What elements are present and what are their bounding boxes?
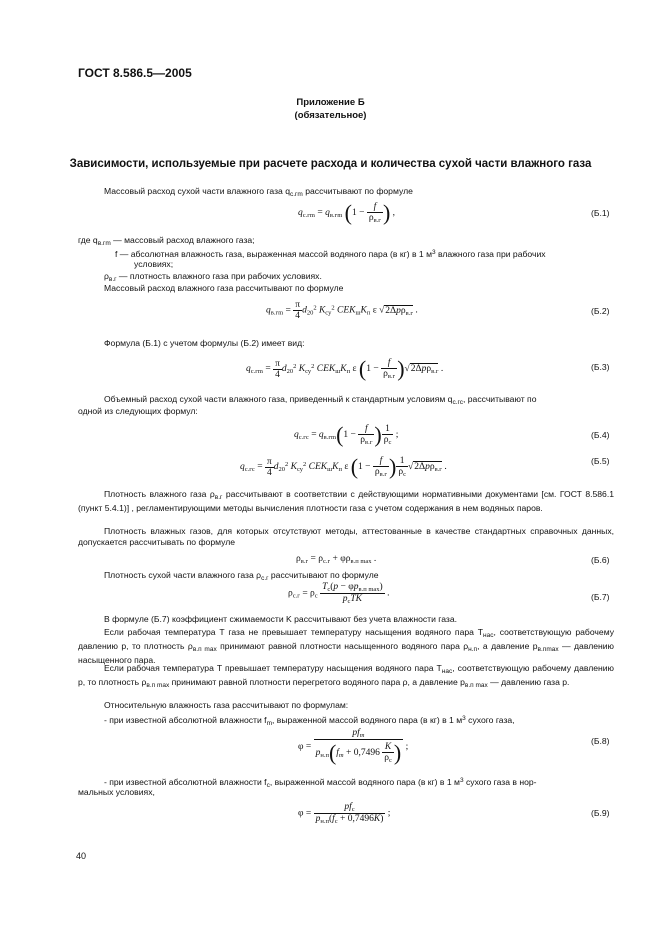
definition-f-cont: условиях;: [134, 259, 174, 269]
equation-b4: $q_{с.гс} = q_{в.гm}(1$ − $\frac{f}{\rho_{в.г}}$ ) $\frac{1}{\rho_с}$ ;: [294, 422, 399, 447]
equation-number: (Б.3): [591, 362, 610, 372]
paragraph-saturated: Если рабочая температура T газа не превышает температуру насыщения водяного пара $T_{нас}$, соответствующую рабочему давлению p, то плотность $\rho_{в.п max}$ принимают равной плотности насыщенного водяного пара $\rho_{н.п}$, а давление $p_{в.пmax}$ — давлению насыщенного пара.: [78, 627, 614, 665]
appendix-status: (обязательное): [294, 110, 367, 121]
equation-number: (Б.1): [591, 208, 610, 218]
equation-b2: $q_{в.гm}$ = $\frac{\pi}{4}$ $d_{20}^2$ $K_{су}^2$ $CEK_шK_п$ ε √2Δpρ$_{в.г}$ .: [266, 300, 418, 321]
paragraph-volume-flow: Объемный расход сухой части влажного газа, приведенный к стандартным условиям $q_{с.гс}$, рассчитывают по: [104, 394, 537, 406]
paragraph-humidity-fc: - при известной абсолютной влажности $f_c$, выраженной массой водяного пара (в кг) в 1 $м^3$ сухого газа в нор-: [104, 777, 537, 789]
paragraph-humidity-fc-cont: мальных условиях,: [78, 787, 155, 797]
paragraph-superheated: Если рабочая температура T превышает температуру насыщения водяного пара $T_{нас}$, соответствующую рабочему давлению p, то плотность $\rho_{в.п max}$ принимают равной плотности перегретого водяного пара ρ, а давление $p_{в.п max}$ — давлению газа p.: [78, 663, 614, 689]
paragraph-humidity-fm: - при известной абсолютной влажности $f_m$, выраженной массой водяного пара (в кг) в 1 $м^3$ сухого газа,: [104, 715, 515, 727]
paragraph-mass-flow-wet: Массовый расход влажного газа рассчитывают по формуле: [104, 283, 344, 293]
equation-number: (Б.8): [591, 736, 610, 746]
definition-q: где $q_{в.гm}$ — массовый расход влажного газа;: [78, 235, 255, 247]
equation-b5: $q_{с.гс}$ = $\frac{\pi}{4}$ $d_{20}^2$ $K_{су}^2$ $CEK_шK_п$ ε (1 − $\frac{f}{\rho_{в.г}}$ ) $\frac{1}{\rho_с}$ √2Δpρ$_{в.г}$ .: [240, 454, 447, 479]
document-header: ГОСТ 8.586.5—2005: [78, 66, 192, 80]
paragraph-wet-density: Плотность влажного газа $\rho_{в.г}$ рассчитывают в соответствии с действующими нормативными документами [см. ГОСТ 8.586.1 (пункт 5.4.1)] , регламентирующими методы вычисления плотности газа с учетом содержания в нем водяных паров.: [78, 489, 614, 513]
definition-f: f — абсолютная влажность газа, выраженная массой водяного пара (в кг) в 1 $м^3$ влажного газа при рабочих: [115, 249, 546, 259]
paragraph-combined: Формула (Б.1) с учетом формулы (Б.2) имеет вид:: [104, 338, 305, 348]
equation-number: (Б.9): [591, 808, 610, 818]
equation-number: (Б.6): [591, 555, 610, 565]
equation-b8: φ = $pf_m$ $p_{н.п}(f_m + 0,7496$ $\frac{K}{\rho_с}$ ) ;: [298, 728, 409, 765]
equation-b6: $\rho_{в.г} = \rho_{с.г} + \varphi\rho_{в.п max}$ .: [296, 554, 377, 565]
paragraph-wet-density-alt: Плотность влажных газов, для которых отсутствуют методы, аттестованные в качестве стандартных справочных данных, допускается рассчитывать по формуле: [78, 526, 614, 547]
definition-rho: $\rho_{в.г}$ — плотность влажного газа при рабочих условиях.: [104, 271, 322, 283]
equation-b3: $q_{с.гm}$ = $\frac{\pi}{4}$ $d_{20}^2$ $K_{су}^2$ $CEK_шK_п$ ε (1 − $\frac{f}{\rho_{в.г}}$ )√2Δpρ$_{в.г}$ .: [246, 356, 444, 381]
paragraph-volume-flow-cont: одной из следующих формул:: [78, 406, 198, 416]
equation-b1: $q_{с.гm} = q_{в.гm}$ (1 − $\frac{f}{\rho_{в.г}}$ ) ,: [298, 200, 396, 225]
section-title: Зависимости, используемые при расчете расхода и количества сухой части влажного газа: [69, 158, 592, 170]
equation-number: (Б.2): [591, 306, 610, 316]
paragraph-compressibility: В формуле (Б.7) коэффициент сжимаемости K рассчитывают без учета влажности газа.: [104, 614, 458, 624]
page-number: 40: [76, 851, 87, 861]
paragraph-relative-humidity: Относительную влажность газа рассчитывают по формулам:: [104, 700, 349, 710]
equation-b9: φ = $\frac{pf_с}{p_{н.п}(f_с + 0,7496K)}$ ;: [298, 802, 391, 825]
equation-number: (Б.5): [591, 456, 610, 466]
paragraph-mass-flow-dry: Массовый расход сухой части влажного газа $q_{с.гm}$ рассчитывают по формуле: [104, 186, 413, 198]
equation-number: (Б.4): [591, 430, 610, 440]
appendix-title: Приложение Б: [296, 97, 365, 108]
equation-b7: $\rho_{с.г} = \rho_с$ $\frac{T_с(p - \varphi p_{в.п max})}{p_сTK}$ .: [288, 582, 390, 605]
paragraph-dry-density: Плотность сухой части влажного газа $\rho_{с.г}$ рассчитывают по формуле: [104, 570, 379, 582]
equation-number: (Б.7): [591, 592, 610, 602]
